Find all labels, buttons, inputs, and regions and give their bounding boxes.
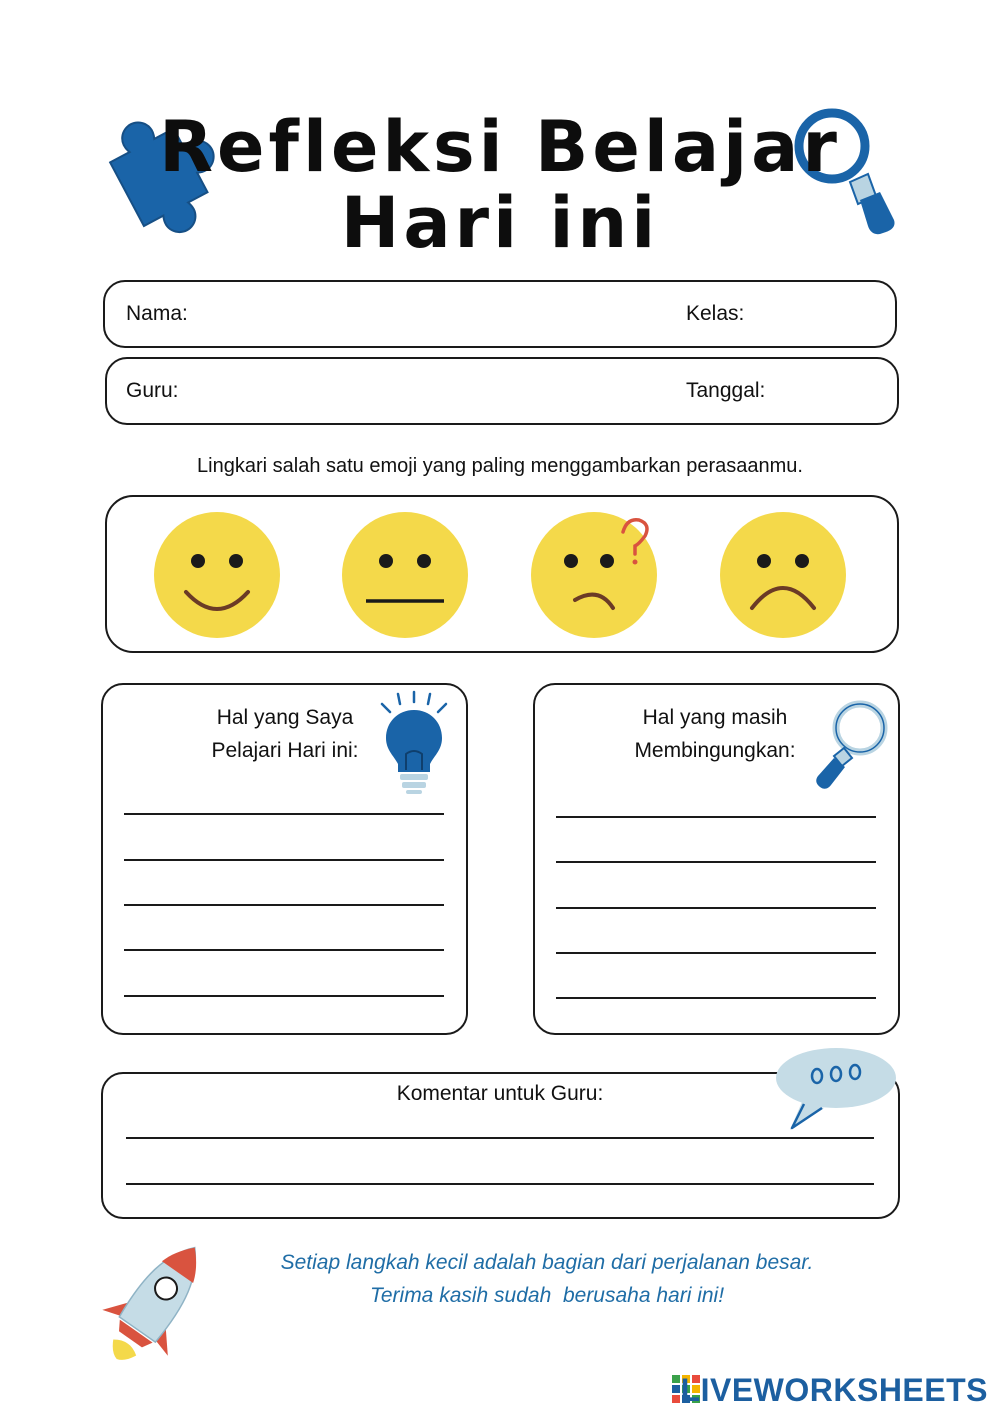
speech-bubble-icon [772,1044,902,1134]
nama-label: Nama: [126,302,188,325]
comment-line[interactable] [126,1183,874,1185]
guru-label: Guru: [126,379,179,402]
info-box-name-class [103,280,897,348]
confusing-line[interactable] [556,816,876,818]
sad-face-icon[interactable] [720,512,846,638]
learned-line[interactable] [124,995,444,997]
neutral-face-icon[interactable] [342,512,468,638]
lightbulb-icon [376,690,456,800]
learned-line[interactable] [124,949,444,951]
kelas-label: Kelas: [686,302,745,325]
learned-line[interactable] [124,904,444,906]
comment-line[interactable] [126,1137,874,1139]
page-title-line2: Hari ini [340,182,660,264]
learned-line[interactable] [124,859,444,861]
confused-face-icon[interactable] [531,512,657,638]
magnifier-icon [810,698,890,796]
confusing-heading-line1: Hal yang masih [642,706,788,729]
happy-face-icon[interactable] [154,512,280,638]
confusing-line[interactable] [556,861,876,863]
learned-heading-line1: Hal yang Saya [216,706,354,729]
confusing-line[interactable] [556,907,876,909]
learned-heading-line2: Pelajari Hari ini: [211,739,359,762]
confusing-line[interactable] [556,952,876,954]
comment-heading: Komentar untuk Guru: [396,1082,604,1105]
quote-line2: Terima kasih sudah berusaha hari ini! [369,1284,725,1307]
confusing-heading-line2: Membingungkan: [634,739,796,762]
brand-wordmark[interactable]: LIVEWORKSHEETS [680,1372,988,1408]
quote-line1: Setiap langkah kecil adalah bagian dari perjalanan besar. [280,1251,814,1274]
learned-line[interactable] [124,813,444,815]
page-title: Refleksi Belajar [159,106,841,188]
confusing-line[interactable] [556,997,876,999]
instruction-text: Lingkari salah satu emoji yang paling menggambarkan perasaanmu. [197,455,803,477]
tanggal-label: Tanggal: [686,379,766,402]
info-box-teacher-date [105,357,899,425]
